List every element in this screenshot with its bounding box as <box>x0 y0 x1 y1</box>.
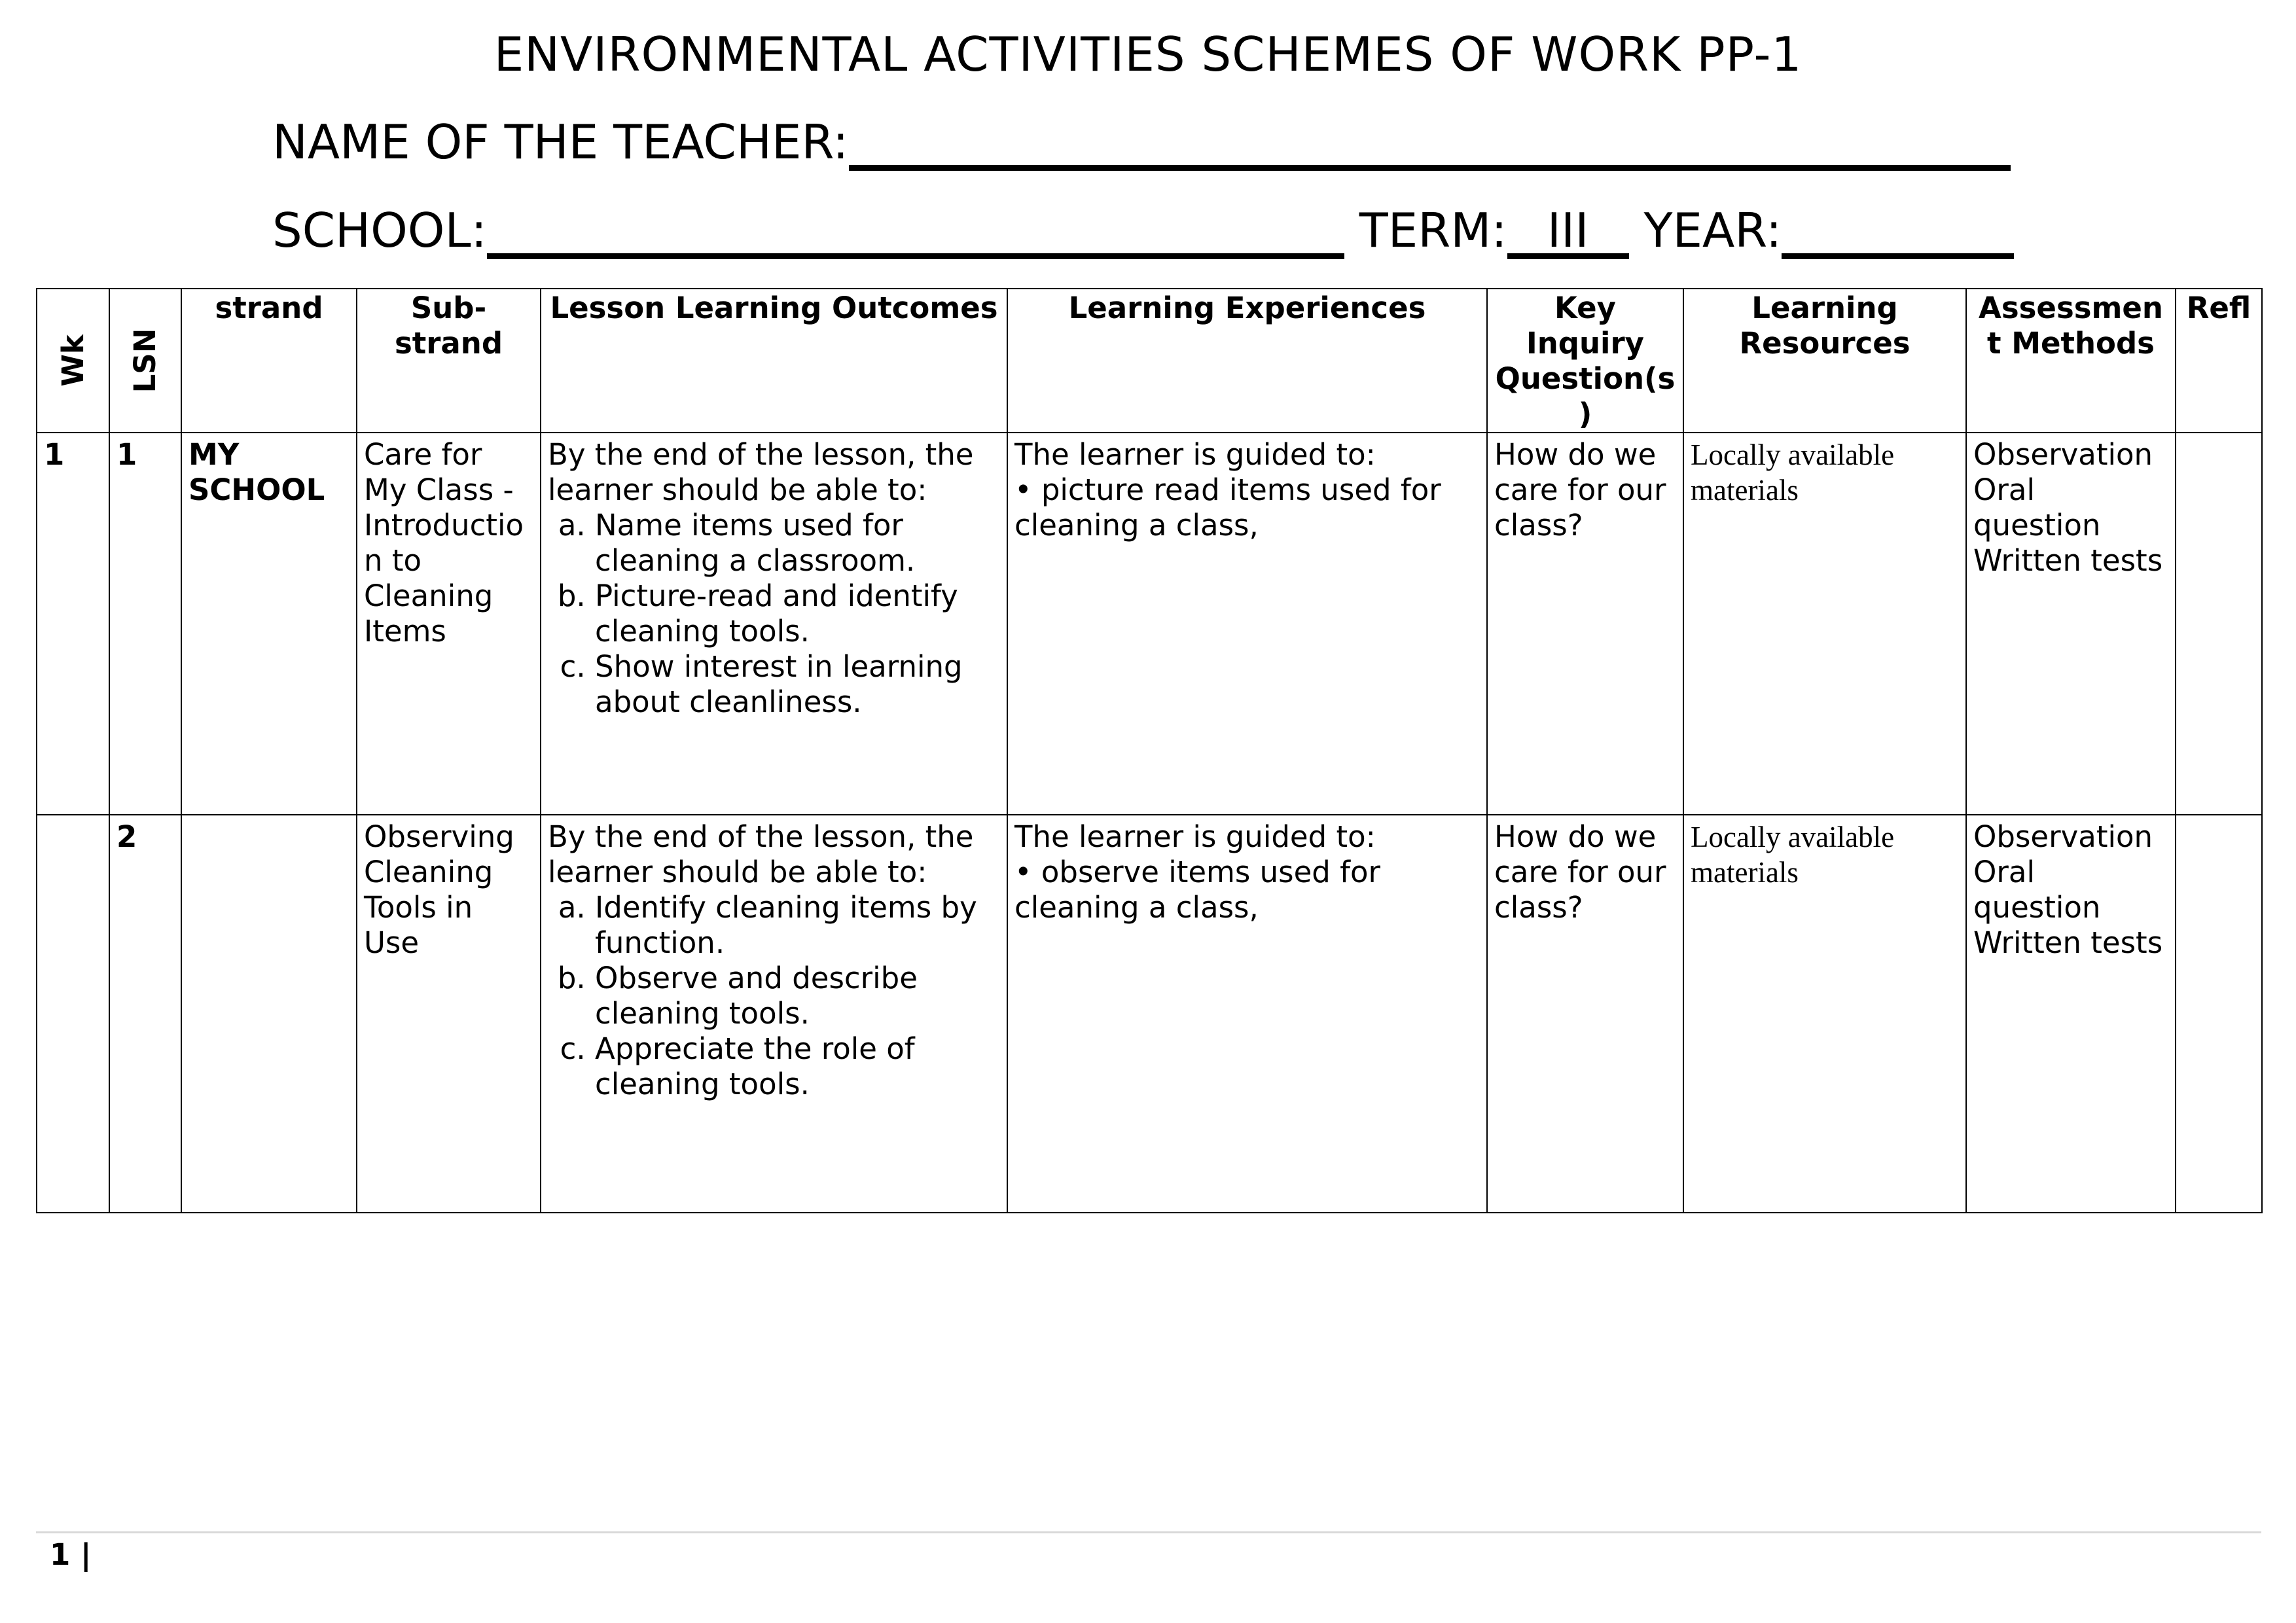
header-row <box>37 289 2262 433</box>
cell-sub-strand: Care for My Class - Introduction to Cleaning Items <box>357 433 541 815</box>
cell-experiences <box>1007 815 1487 1213</box>
cell-assessment <box>1966 815 2176 1213</box>
cell-strand: MY SCHOOL <box>181 433 357 815</box>
teacher-line <box>272 113 2011 171</box>
header-refl: Refl <box>2176 289 2262 433</box>
cell-resources: Locally available materials <box>1683 815 1966 1213</box>
header-lsn: LSN <box>109 289 181 433</box>
outcomes-list <box>548 890 1000 1102</box>
cell-inquiry: How do we care for our class? <box>1487 815 1683 1213</box>
cell-lsn: 1 <box>109 433 181 815</box>
outcomes-list <box>548 508 1000 720</box>
cell-lsn: 2 <box>109 815 181 1213</box>
cell-experiences <box>1007 433 1487 815</box>
experiences-intro: The learner is guided to: <box>1014 819 1376 854</box>
header-assessment: Assessment Methods <box>1966 289 2176 433</box>
header-wk: Wk <box>37 289 109 433</box>
term-value: III <box>1507 207 1629 259</box>
scheme-table <box>36 288 2263 1213</box>
page-title: ENVIRONMENTAL ACTIVITIES SCHEMES OF WORK PP-1 <box>493 27 1803 82</box>
header-sub-strand: Sub-strand <box>357 289 541 433</box>
assessment-item: Observation <box>1973 819 2153 854</box>
year-label: YEAR: <box>1643 203 1782 258</box>
cell-inquiry: How do we care for our class? <box>1487 433 1683 815</box>
cell-outcomes <box>541 815 1007 1213</box>
header-resources: Learning Resources <box>1683 289 1966 433</box>
experiences-item: • picture read items used for cleaning a class, <box>1014 473 1441 543</box>
term-label: TERM: <box>1359 203 1507 258</box>
assessment-item: Written tests <box>1973 543 2163 578</box>
experiences-item: • observe items used for cleaning a class, <box>1014 855 1381 925</box>
assessment-item: Oral question <box>1973 855 2101 925</box>
cell-assessment <box>1966 433 2176 815</box>
outcome-item: b. Picture-read and identify cleaning tools. <box>595 579 1000 649</box>
header-inquiry: Key Inquiry Question(s) <box>1487 289 1683 433</box>
outcome-item: c. Show interest in learning about cleanliness. <box>595 649 1000 720</box>
cell-wk <box>37 815 109 1213</box>
teacher-label: NAME OF THE TEACHER: <box>272 115 849 169</box>
cell-strand <box>181 815 357 1213</box>
year-blank <box>1782 207 2014 259</box>
cell-refl <box>2176 433 2262 815</box>
assessment-item: Observation <box>1973 437 2153 472</box>
cell-resources: Locally available materials <box>1683 433 1966 815</box>
assessment-item: Oral question <box>1973 473 2101 543</box>
experiences-intro: The learner is guided to: <box>1014 437 1376 472</box>
footer-divider <box>36 1531 2261 1533</box>
cell-outcomes <box>541 433 1007 815</box>
assessment-item: Written tests <box>1973 925 2163 960</box>
school-line <box>272 201 2014 260</box>
table-row <box>37 815 2262 1213</box>
outcome-item: b. Observe and describe cleaning tools. <box>595 961 1000 1031</box>
cell-sub-strand: Observing Cleaning Tools in Use <box>357 815 541 1213</box>
outcomes-intro: By the end of the lesson, the learner should be able to: <box>548 437 974 507</box>
school-name-blank <box>487 207 1344 259</box>
outcome-item: c. Appreciate the role of cleaning tools. <box>595 1031 1000 1102</box>
outcomes-intro: By the end of the lesson, the learner should be able to: <box>548 819 974 889</box>
page-number: 1 | <box>50 1537 92 1572</box>
cell-wk: 1 <box>37 433 109 815</box>
table-row <box>37 433 2262 815</box>
outcome-item: a. Name items used for cleaning a classroom. <box>595 508 1000 579</box>
outcome-item: a. Identify cleaning items by function. <box>595 890 1000 961</box>
teacher-name-blank <box>849 119 2011 171</box>
header-outcomes: Lesson Learning Outcomes <box>541 289 1007 433</box>
cell-refl <box>2176 815 2262 1213</box>
header-strand: strand <box>181 289 357 433</box>
header-experiences: Learning Experiences <box>1007 289 1487 433</box>
school-label: SCHOOL: <box>272 203 487 258</box>
